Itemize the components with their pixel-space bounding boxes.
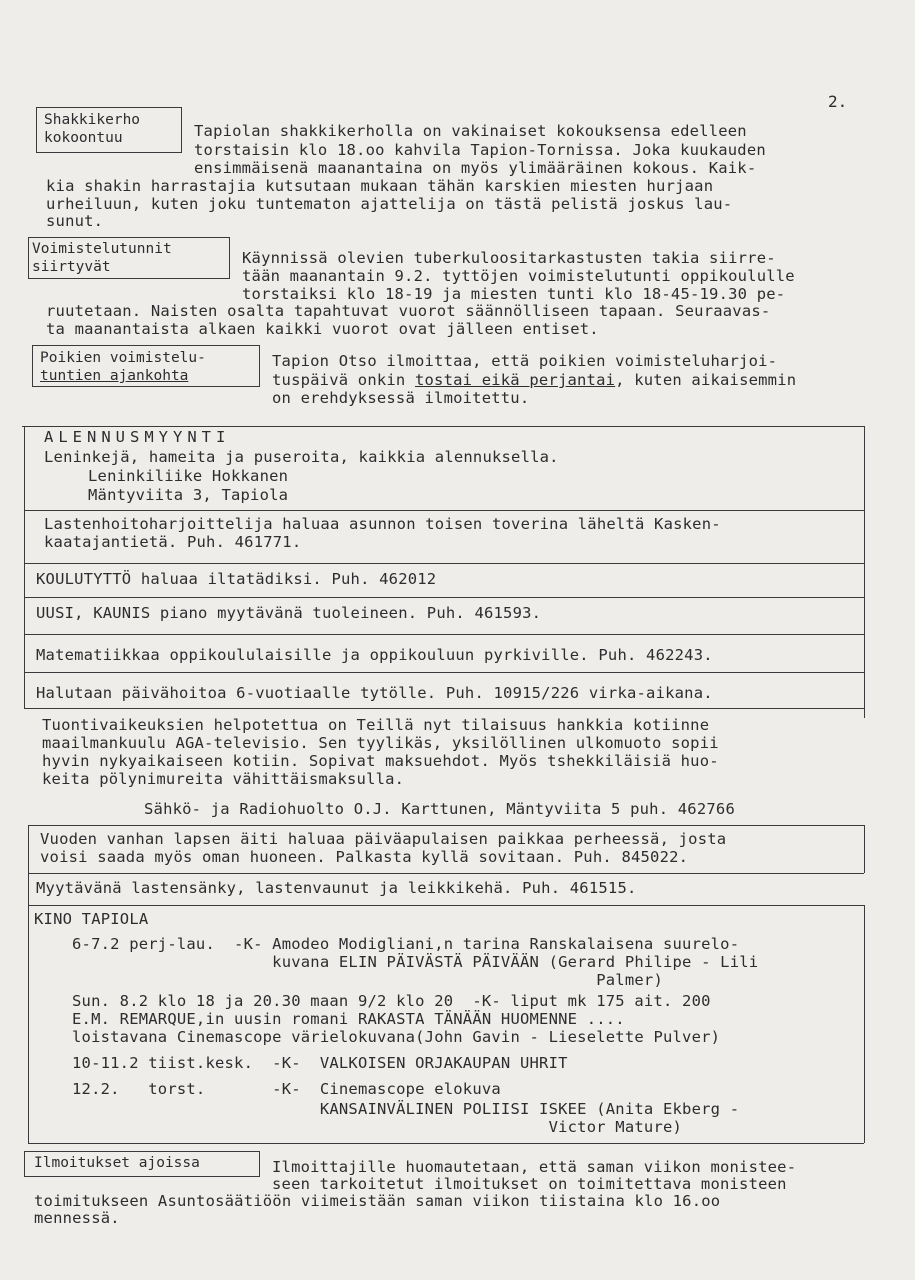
boys-gym-label-line-2: tuntien ajankohta — [40, 368, 189, 384]
gym-text-line: ta maanantaista alkaen kaikki vuorot ovat jälleen entiset. — [46, 320, 599, 338]
classified-line: UUSI, KAUNIS piano myytävänä tuoleineen. Puh. 461593. — [36, 604, 542, 622]
classified-line: Matematiikkaa oppikoululaisille ja oppikouluun pyrkiville. Puh. 462243. — [36, 646, 713, 664]
row-divider — [28, 825, 864, 826]
frame-right-rule — [864, 825, 865, 873]
sale-line: Leninkiliike Hokkanen — [88, 467, 289, 485]
gym-text-line: torstaiksi klo 18-19 ja miesten tunti klo 18-45-19.30 pe- — [242, 285, 786, 303]
tv-ad-signature: Sähkö- ja Radiohuolto O.J. Karttunen, Mäntyviita 5 puh. 462766 — [144, 800, 735, 818]
cinema-line: 12.2. torst. -K- Cinemascope elokuva — [72, 1080, 501, 1098]
sale-header: ALENNUSMYYNTI — [44, 428, 231, 446]
frame-top-rule — [22, 426, 864, 427]
notices-line: toimitukseen Asuntosäätiöön viimeistään saman viikon tiistaina klo 16.oo — [34, 1192, 721, 1210]
tv-ad-line: keita pölynimureita vähittäismaksulla. — [42, 770, 405, 788]
cinema-line: loistavana Cinemascope värielokuvana(John Gavin - Lieselette Pulver) — [72, 1028, 721, 1046]
cinema-line: E.M. REMARQUE,in uusin romani RAKASTA TÄNÄÄN HUOMENNE .... — [72, 1010, 625, 1028]
boys-gym-text-post: , kuten aikaisemmin — [615, 371, 797, 389]
boys-gym-text-pre: tuspäivä onkin — [272, 371, 415, 389]
gym-label-line-2: siirtyvät — [32, 259, 111, 275]
chess-text-line: sunut. — [46, 212, 104, 230]
cinema-line: 6-7.2 perj-lau. -K- Amodeo Modigliani,n tarina Ranskalaisena suurelo- — [72, 935, 740, 953]
chess-label-line-1: Shakkikerho — [44, 112, 141, 128]
row-divider — [24, 563, 864, 564]
chess-text-line: urheiluun, kuten joku tuntematon ajattelija on tästä pelistä joskus lau- — [46, 195, 733, 213]
row-divider — [28, 873, 864, 874]
cinema-line: Palmer) — [72, 971, 663, 989]
page-number: 2. — [828, 92, 848, 111]
tv-ad-line: maailmankuulu AGA-televisio. Sen tyylikäs, yksilöllinen ulkomuoto sopii — [42, 734, 719, 752]
row-divider — [24, 672, 864, 673]
boys-gym-text-line-2 — [272, 371, 796, 390]
frame-left-rule — [24, 426, 25, 708]
classified-line: Vuoden vanhan lapsen äiti haluaa päiväapulaisen paikkaa perheessä, josta — [40, 830, 727, 848]
classified-line: Halutaan päivähoitoa 6-vuotiaalle tytölle. Puh. 10915/226 virka-aikana. — [36, 684, 713, 702]
cinema-line: Sun. 8.2 klo 18 ja 20.30 maan 9/2 klo 20 -K- liput mk 175 ait. 200 — [72, 992, 711, 1010]
classified-line: KOULUTYTTÖ haluaa iltatädiksi. Puh. 462012 — [36, 570, 437, 588]
frame-right-rule — [864, 905, 865, 1143]
chess-text-line: ensimmäisenä maanantaina on myös ylimääräinen kokous. Kaik- — [194, 159, 757, 177]
chess-label-line-2: kokoontuu — [44, 130, 123, 146]
chess-text-line: torstaisin klo 18.oo kahvila Tapion-Tornissa. Joka kuukauden — [194, 141, 766, 159]
row-divider — [24, 510, 864, 511]
notices-line: Ilmoittajille huomautetaan, että saman viikon monistee- — [272, 1158, 797, 1176]
gym-text-line: tään maanantain 9.2. tyttöjen voimistelutunti oppikoululle — [242, 267, 795, 285]
sale-line: Leninkejä, hameita ja puseroita, kaikkia alennuksella. — [44, 448, 559, 466]
row-divider — [28, 1143, 864, 1144]
chess-text-line: kia shakin harrastajia kutsutaan mukaan tähän karskien miesten hurjaan — [46, 177, 714, 195]
boys-gym-label-line-1: Poikien voimistelu- — [40, 350, 206, 366]
classified-line: Lastenhoitoharjoittelija haluaa asunnon toisen toverina läheltä Kasken- — [44, 515, 721, 533]
frame-left-rule — [28, 905, 29, 1143]
boys-gym-text-line-3: on erehdyksessä ilmoitettu. — [272, 389, 530, 407]
sale-line: Mäntyviita 3, Tapiola — [88, 486, 289, 504]
chess-text-line: Tapiolan shakkikerholla on vakinaiset kokouksensa edelleen — [194, 122, 747, 140]
cinema-line: kuvana ELIN PÄIVÄSTÄ PÄIVÄÄN (Gerard Philipe - Lili — [72, 953, 759, 971]
classified-line: voisi saada myös oman huoneen. Palkasta kyllä sovitaan. Puh. 845022. — [40, 848, 689, 866]
tv-ad-line: hyvin nykyaikaiseen kotiin. Sopivat maksuehdot. Myös tshekkiläisiä huo- — [42, 752, 719, 770]
notices-line: seen tarkoitetut ilmoitukset on toimitettava monisteen — [272, 1175, 787, 1193]
notices-line: mennessä. — [34, 1209, 120, 1227]
gym-text-line: ruutetaan. Naisten osalta tapahtuvat vuorot säännölliseen tapaan. Seuraavas- — [46, 302, 771, 320]
row-divider — [24, 597, 864, 598]
classified-line: kaatajantietä. Puh. 461771. — [44, 533, 302, 551]
cinema-title: KINO TAPIOLA — [34, 910, 149, 928]
gym-text-line: Käynnissä olevien tuberkuloositarkastusten takia siirre- — [242, 249, 776, 267]
boys-gym-underlined-days: tostai eikä perjantai — [414, 371, 616, 389]
frame-right-rule — [864, 426, 865, 718]
cinema-line: KANSAINVÄLINEN POLIISI ISKEE (Anita Ekberg - — [72, 1100, 740, 1118]
tv-ad-line: Tuontivaikeuksien helpotettua on Teillä nyt tilaisuus hankkia kotiinne — [42, 716, 710, 734]
frame-left-rule — [28, 825, 29, 905]
notices-label: Ilmoitukset ajoissa — [34, 1155, 200, 1171]
gym-label-line-1: Voimistelutunnit — [32, 241, 172, 257]
row-divider — [24, 708, 864, 709]
boys-gym-text-line-1: Tapion Otso ilmoittaa, että poikien voimisteluharjoi- — [272, 352, 778, 370]
classified-line: Myytävänä lastensänky, lastenvaunut ja leikkikehä. Puh. 461515. — [36, 879, 637, 897]
row-divider — [28, 905, 864, 906]
cinema-line: Victor Mature) — [72, 1118, 683, 1136]
row-divider — [24, 634, 864, 635]
cinema-line: 10-11.2 tiist.kesk. -K- VALKOISEN ORJAKAUPAN UHRIT — [72, 1054, 568, 1072]
